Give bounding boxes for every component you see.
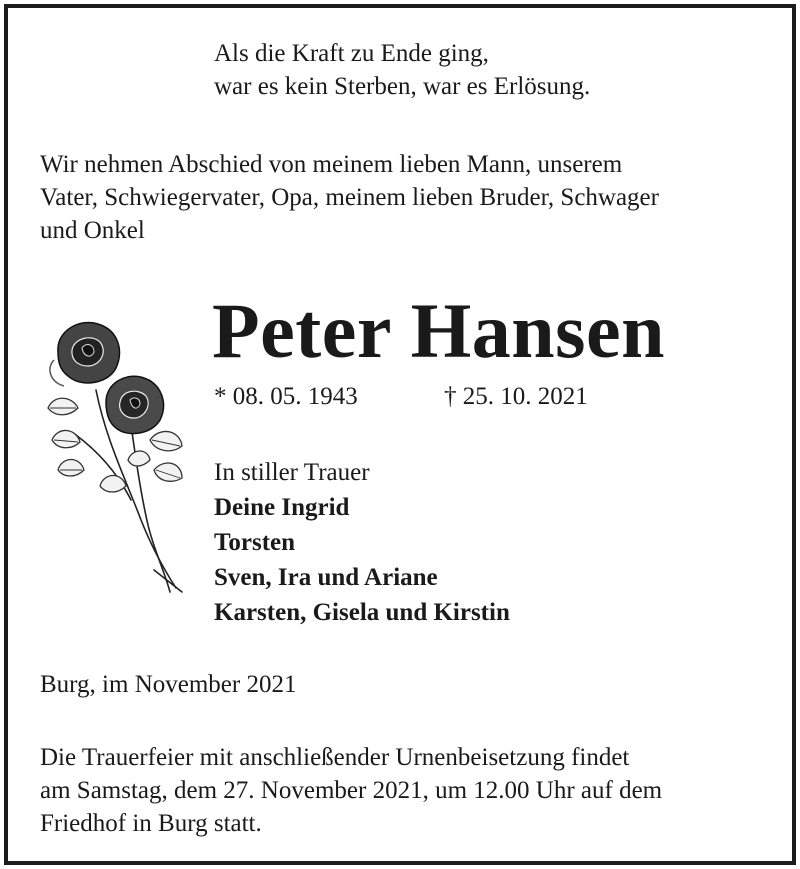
motto-line-2: war es kein Sterben, war es Erlösung. [214, 73, 591, 100]
intro-line-3: und Onkel [40, 217, 145, 244]
rose-illustration [36, 310, 196, 600]
place-and-date: Burg, im November 2021 [40, 671, 297, 698]
mourner-name: Torsten [214, 529, 296, 556]
intro-line-2: Vater, Schwiegervater, Opa, meinem lieben Bruder, Schwager [40, 184, 659, 211]
birth-date: * 08. 05. 1943 [214, 383, 358, 410]
mourner-name: Deine Ingrid [214, 494, 350, 521]
mourners-block [214, 455, 510, 630]
funeral-line-1: Die Trauerfeier mit anschließender Urnenbeisetzung findet [40, 744, 630, 771]
intro-line-1: Wir nehmen Abschied von meinem lieben Mann, unserem [40, 151, 623, 178]
middle-rose-icon [106, 376, 163, 433]
motto-line-1: Als die Kraft zu Ende ging, [214, 40, 489, 67]
intro-paragraph [40, 148, 772, 247]
mourner-name: Sven, Ira und Ariane [214, 564, 438, 591]
obituary-frame [4, 4, 796, 865]
top-rose-icon [50, 322, 120, 386]
motto-verse [214, 37, 590, 103]
mourners-heading: In stiller Trauer [214, 459, 370, 486]
funeral-paragraph [40, 741, 772, 840]
mourner-name: Karsten, Gisela und Kirstin [214, 599, 510, 626]
funeral-line-3: Friedhof in Burg statt. [40, 810, 262, 837]
deceased-name: Peter Hansen [212, 287, 665, 374]
death-date: † 25. 10. 2021 [444, 383, 588, 410]
funeral-line-2: am Samstag, dem 27. November 2021, um 12.00 Uhr auf dem [40, 777, 663, 804]
